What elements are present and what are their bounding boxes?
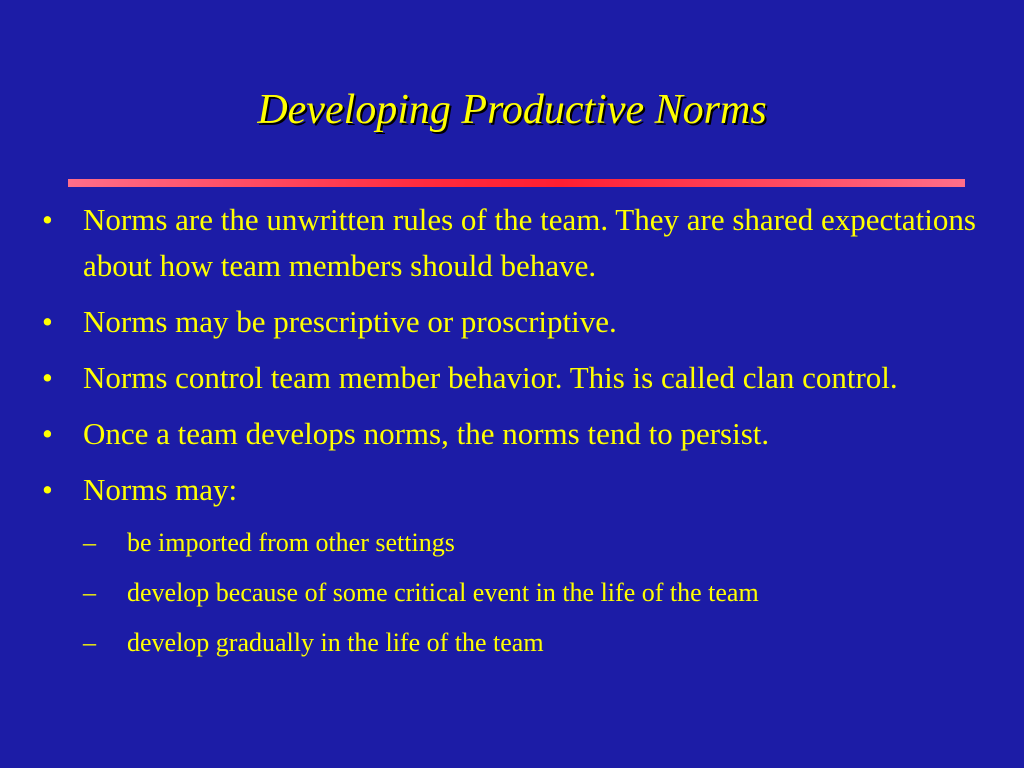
bullet-list xyxy=(42,197,992,673)
sub-bullet-item xyxy=(83,573,992,613)
bullet-item xyxy=(42,299,992,345)
bullet-item xyxy=(42,411,992,457)
title-divider xyxy=(68,179,965,187)
slide-title: Developing Productive Norms xyxy=(257,87,767,133)
bullet-text: Norms are the unwritten rules of the team. They are shared expectations about how team members should behave. xyxy=(83,202,976,283)
sub-bullet-list xyxy=(83,523,992,663)
bullet-dot-icon: • xyxy=(42,472,53,507)
bullet-text: Once a team develops norms, the norms tend to persist. xyxy=(83,416,770,451)
bullet-dot-icon: • xyxy=(42,304,53,339)
sub-bullet-item xyxy=(83,623,992,663)
sub-bullet-text: be imported from other settings xyxy=(127,528,455,557)
bullet-text: Norms control team member behavior. This is called clan control. xyxy=(83,360,898,395)
bullet-text: Norms may be prescriptive or proscriptive. xyxy=(83,304,617,339)
dash-icon: – xyxy=(83,578,96,607)
bullet-dot-icon: • xyxy=(42,416,53,451)
bullet-item xyxy=(42,467,992,663)
bullet-item xyxy=(42,197,992,289)
bullet-dot-icon: • xyxy=(42,360,53,395)
sub-bullet-text: develop because of some critical event in the life of the team xyxy=(127,578,759,607)
dash-icon: – xyxy=(83,628,96,657)
sub-bullet-item xyxy=(83,523,992,563)
bullet-item xyxy=(42,355,992,401)
bullet-text: Norms may: xyxy=(83,472,238,507)
bullet-dot-icon: • xyxy=(42,202,53,237)
sub-bullet-text: develop gradually in the life of the team xyxy=(127,628,544,657)
dash-icon: – xyxy=(83,528,96,557)
